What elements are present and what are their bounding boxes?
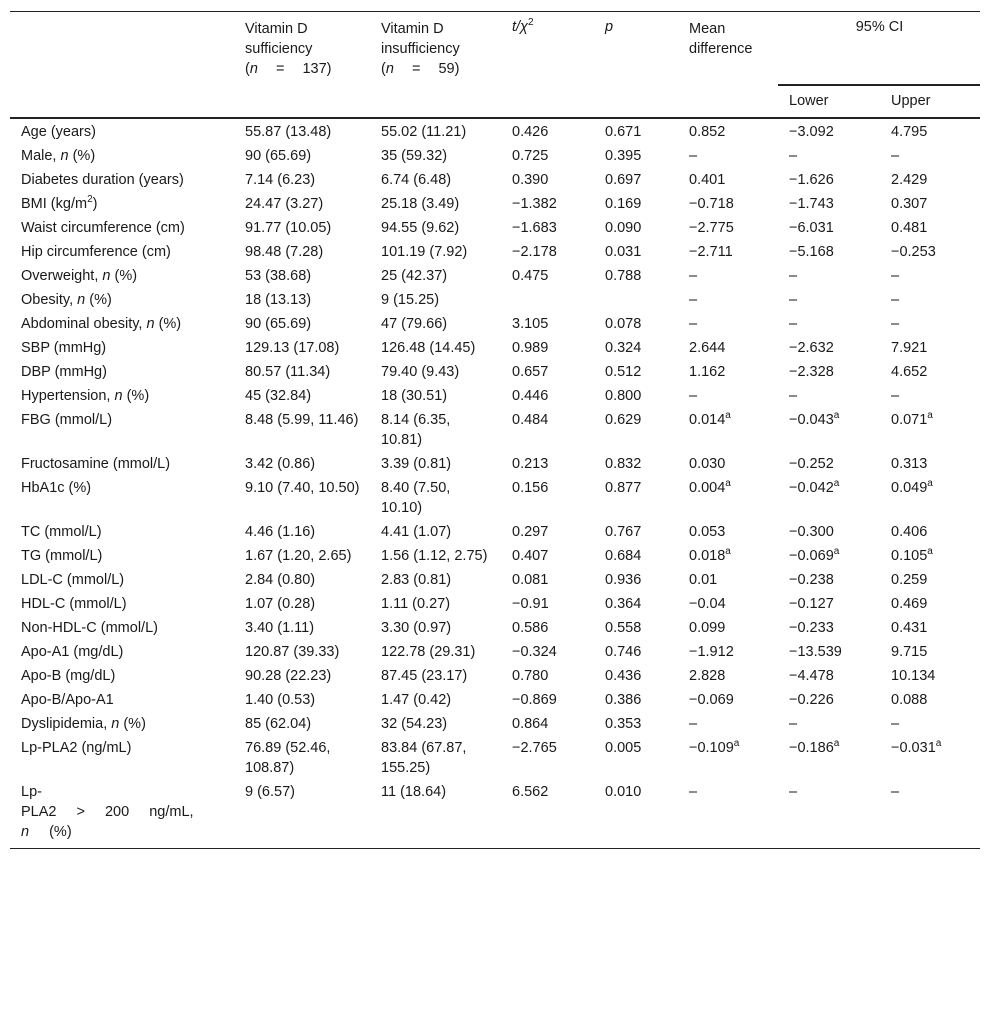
cell-p-value: 0.364 [605,596,642,612]
row-label: FBG (mmol/L) [21,412,113,428]
cell-insufficiency: 25.18 (3.49) [381,196,460,212]
cell-mean-difference: 0.01 [689,572,718,588]
header-test-statistic-label: t/χ [512,19,528,35]
cell-ci-upper: – [891,388,900,404]
cell-sufficiency: 90.28 (22.23) [245,668,332,684]
cell-insufficiency: 2.83 (0.81) [381,572,452,588]
cell-insufficiency: 55.02 (11.21) [381,124,467,140]
cell-test-statistic: 0.586 [512,620,549,636]
cell-ci-upper: 0.406 [891,524,928,540]
header-ci-upper: Upper [880,85,980,118]
cell-mean-difference: 1.162 [689,364,726,380]
row-label: Hypertension, n (%) [21,388,150,404]
header-mean-line2: difference [689,41,753,57]
table-row [10,216,980,240]
cell-mean-difference: – [689,148,698,164]
cell-mean-difference: 0.004$^a$ [689,478,731,496]
cell-ci-lower: −1.743 [789,196,834,212]
cell-mean-difference: 0.053 [689,524,726,540]
cell-ci-upper: 2.429 [891,172,928,188]
cell-test-statistic: 0.657 [512,364,549,380]
cell-mean-difference: – [689,292,698,308]
cell-sufficiency: 85 (62.04) [245,716,312,732]
cell-ci-lower: −6.031 [789,220,834,236]
cell-sufficiency: 18 (13.13) [245,292,312,308]
cell-test-statistic [501,288,594,312]
cell-sufficiency: 55.87 (13.48) [245,124,332,140]
cell-ci-lower: −0.043$^a$ [789,410,840,428]
cell-ci-upper: – [891,148,900,164]
cell-insufficiency: 32 (54.23) [381,716,448,732]
cell-p-value: 0.031 [605,244,642,260]
cell-mean-difference: 0.018$^a$ [689,546,731,564]
cell-ci-upper: 0.469 [891,596,928,612]
cell-sufficiency: 2.84 (0.80) [245,572,316,588]
table-row [10,192,980,216]
row-label: BMI $(kg/m^2)$ [21,194,98,212]
cell-test-statistic: 0.213 [512,456,549,472]
cell-insufficiency: 83.84 (67.87, 155.25) [381,740,467,776]
table-row [10,168,980,192]
cell-p-value: 0.010 [594,780,678,849]
row-label: Apo-A1 (mg/dL) [21,644,124,660]
cell-test-statistic: 0.725 [512,148,549,164]
cell-mean-difference: −2.711 [689,244,733,260]
cell-mean-difference: −1.912 [689,644,734,660]
cell-p-value: 0.746 [605,644,642,660]
row-label: TC (mmol/L) [21,524,102,540]
cell-ci-upper: 0.481 [891,220,928,236]
cell-mean-difference: 0.099 [689,620,726,636]
cell-p-value: 0.697 [605,172,642,188]
cell-mean-difference: −0.069 [689,692,734,708]
cell-mean-difference: 2.644 [689,340,726,356]
cell-sufficiency: 1.40 (0.53) [245,692,316,708]
cell-mean-difference: 2.828 [689,668,726,684]
cell-test-statistic: −2.765 [512,740,557,756]
cell-ci-lower: −0.127 [789,596,834,612]
cell-p-value: 0.512 [605,364,642,380]
table-row [10,118,980,144]
cell-ci-upper: – [891,716,900,732]
cell-sufficiency: 98.48 (7.28) [245,244,324,260]
table-row [10,592,980,616]
table-row [10,288,980,312]
cell-test-statistic: −1.382 [512,196,557,212]
cell-test-statistic: 0.484 [512,412,549,428]
table-row [10,240,980,264]
cell-ci-lower: −0.186$^a$ [789,738,840,756]
cell-ci-lower: −2.328 [789,364,834,380]
cell-ci-lower: −3.092 [789,124,834,140]
cell-p-value: 0.324 [605,340,642,356]
cell-test-statistic: −1.683 [512,220,557,236]
cell-insufficiency: 122.78 (29.31) [381,644,476,660]
cell-ci-lower: – [778,780,880,849]
cell-sufficiency: 9.10 (7.40, 10.50) [245,480,360,496]
header-mean-line1: Mean [689,21,726,37]
cell-mean-difference: – [678,780,778,849]
cell-ci-lower: −0.300 [789,524,834,540]
cell-insufficiency: 1.56 (1.12, 2.75) [381,548,488,564]
table-row [10,476,980,520]
cell-p-value: 0.090 [605,220,642,236]
table-row [10,264,980,288]
cell-test-statistic: 0.297 [512,524,549,540]
cell-ci-lower: −0.238 [789,572,834,588]
row-label: Age (years) [21,124,96,140]
cell-p-value: 0.788 [605,268,642,284]
cell-mean-difference: 0.014$^a$ [689,410,731,428]
header-sufficiency-line2: sufficiency [245,41,313,57]
row-label: Apo-B (mg/dL) [21,668,116,684]
cell-test-statistic: −0.324 [512,644,557,660]
header-insufficiency-line2: insufficiency [381,41,460,57]
cell-sufficiency: 129.13 (17.08) [245,340,340,356]
cell-insufficiency: 8.40 (7.50, 10.10) [381,480,451,516]
cell-ci-lower: −0.233 [789,620,834,636]
cell-sufficiency: 9 (6.57) [234,780,370,849]
cell-test-statistic: 0.390 [512,172,549,188]
cell-sufficiency: 4.46 (1.16) [245,524,316,540]
cell-ci-upper: 4.652 [891,364,928,380]
cell-p-value: 0.671 [605,124,642,140]
cell-test-statistic: −2.178 [512,244,557,260]
header-variable [10,12,234,119]
row-label: HbA1c (%) [21,480,92,496]
row-label: Non-HDL-C (mmol/L) [21,620,158,636]
cell-p-value: 0.169 [605,196,642,212]
cell-sufficiency: 7.14 (6.23) [245,172,316,188]
cell-ci-lower: −0.042$^a$ [789,478,840,496]
cell-ci-upper: 0.071$^a$ [891,410,933,428]
header-sufficiency-n: (n = 137) [245,61,332,77]
cell-ci-upper: −0.031$^a$ [891,738,942,756]
cell-ci-upper: – [891,268,900,284]
table-row [10,312,980,336]
cell-mean-difference: – [689,716,698,732]
cell-ci-lower: – [789,388,798,404]
header-p-label: p [605,19,614,35]
cell-p-value: 0.629 [605,412,642,428]
row-label: Fructosamine (mmol/L) [21,456,171,472]
cell-ci-upper: 10.134 [891,668,936,684]
cell-test-statistic: 6.562 [501,780,594,849]
data-table [10,11,980,849]
cell-test-statistic: 0.426 [512,124,549,140]
cell-mean-difference: −0.04 [689,596,726,612]
cell-ci-lower: – [789,268,798,284]
cell-ci-upper: – [891,316,900,332]
header-test-statistic-sup: 2 [527,17,534,29]
header-p-value [594,12,678,119]
cell-mean-difference: −2.775 [689,220,734,236]
cell-mean-difference: 0.401 [689,172,726,188]
cell-sufficiency: 76.89 (52.46, 108.87) [245,740,331,776]
table-row [10,780,980,849]
cell-ci-lower: −0.226 [789,692,834,708]
cell-test-statistic: 0.446 [512,388,549,404]
cell-p-value: 0.558 [605,620,642,636]
cell-insufficiency: 3.39 (0.81) [381,456,452,472]
cell-insufficiency: 25 (42.37) [381,268,448,284]
header-mean-difference [678,12,778,119]
cell-sufficiency: 90 (65.69) [245,316,312,332]
cell-p-value [594,288,678,312]
row-label: Apo-B/Apo-A1 [21,692,114,708]
cell-mean-difference: 0.852 [689,124,726,140]
cell-insufficiency: 79.40 (9.43) [381,364,460,380]
cell-ci-lower: – [789,716,798,732]
table-row [10,736,980,780]
row-label: Diabetes duration (years) [21,172,184,188]
row-label: Lp- PLA2 > 200 ng/mL, n (%) [10,780,234,849]
cell-ci-lower: −5.168 [789,244,834,260]
cell-insufficiency: 3.30 (0.97) [381,620,452,636]
cell-p-value: 0.936 [605,572,642,588]
row-label: TG (mmol/L) [21,548,103,564]
row-label: Obesity, n (%) [21,292,112,308]
table-row [10,640,980,664]
table-row [10,664,980,688]
cell-sufficiency: 1.67 (1.20, 2.65) [245,548,352,564]
cell-ci-upper: 0.049$^a$ [891,478,933,496]
row-label: DBP (mmHg) [21,364,107,380]
cell-insufficiency: 8.14 (6.35, 10.81) [381,412,451,448]
cell-p-value: 0.436 [605,668,642,684]
table-row [10,360,980,384]
cell-p-value: 0.395 [605,148,642,164]
header-insufficiency-n: (n = 59) [381,61,460,77]
cell-insufficiency: 87.45 (23.17) [381,668,468,684]
cell-ci-upper: 0.259 [891,572,928,588]
cell-test-statistic: −0.91 [512,596,549,612]
cell-p-value: 0.684 [605,548,642,564]
cell-insufficiency: 35 (59.32) [381,148,448,164]
table-row [10,336,980,360]
table-row [10,688,980,712]
cell-sufficiency: 3.40 (1.11) [245,620,315,636]
cell-ci-lower: −13.539 [789,644,842,660]
row-label: Male, n (%) [21,148,96,164]
cell-ci-lower: −2.632 [789,340,834,356]
table-row [10,452,980,476]
cell-ci-lower: −1.626 [789,172,834,188]
cell-p-value: 0.353 [605,716,642,732]
cell-ci-lower: −4.478 [789,668,834,684]
cell-p-value: 0.005 [605,740,642,756]
row-label: Overweight, n (%) [21,268,138,284]
header-test-statistic [501,12,594,119]
cell-ci-upper: 4.795 [891,124,928,140]
cell-insufficiency: 11 (18.64) [370,780,501,849]
table-row [10,568,980,592]
table-row [10,408,980,452]
table-row [10,616,980,640]
cell-p-value: 0.800 [605,388,642,404]
cell-p-value: 0.767 [605,524,642,540]
row-label: LDL-C (mmol/L) [21,572,125,588]
cell-sufficiency: 80.57 (11.34) [245,364,331,380]
row-label: Hip circumference (cm) [21,244,171,260]
table-header [10,12,980,119]
table-row [10,544,980,568]
cell-insufficiency: 1.47 (0.42) [381,692,452,708]
header-insufficiency-line1: Vitamin D [381,21,444,37]
cell-insufficiency: 126.48 (14.45) [381,340,476,356]
cell-sufficiency: 24.47 (3.27) [245,196,324,212]
row-label: Lp-PLA2 (ng/mL) [21,740,132,756]
row-label: Dyslipidemia, n (%) [21,716,146,732]
cell-ci-lower: −0.252 [789,456,834,472]
row-label: SBP (mmHg) [21,340,107,356]
table-row [10,520,980,544]
cell-ci-upper: 9.715 [891,644,928,660]
cell-test-statistic: 0.475 [512,268,549,284]
cell-mean-difference: – [689,268,698,284]
header-sufficiency-line1: Vitamin D [245,21,308,37]
cell-test-statistic: −0.869 [512,692,557,708]
cell-insufficiency: 94.55 (9.62) [381,220,460,236]
cell-ci-upper: 7.921 [891,340,928,356]
header-ci-lower: Lower [778,85,880,118]
header-sufficiency [234,12,370,119]
cell-insufficiency: 101.19 (7.92) [381,244,468,260]
header-insufficiency [370,12,501,119]
cell-test-statistic: 0.156 [512,480,549,496]
cell-test-statistic: 0.780 [512,668,549,684]
cell-mean-difference: 0.030 [689,456,726,472]
cell-insufficiency: 6.74 (6.48) [381,172,452,188]
cell-ci-upper: 0.431 [891,620,928,636]
cell-sufficiency: 45 (32.84) [245,388,312,404]
cell-insufficiency: 1.11 (0.27) [381,596,451,612]
cell-sufficiency: 3.42 (0.86) [245,456,316,472]
cell-insufficiency: 4.41 (1.07) [381,524,452,540]
cell-ci-upper: −0.253 [891,244,936,260]
cell-sufficiency: 90 (65.69) [245,148,312,164]
cell-mean-difference: −0.718 [689,196,734,212]
cell-ci-lower: – [789,292,798,308]
cell-sufficiency: 1.07 (0.28) [245,596,316,612]
cell-ci-upper: 0.088 [891,692,928,708]
cell-ci-lower: – [789,148,798,164]
table-body [10,118,980,849]
cell-p-value: 0.877 [605,480,642,496]
row-label: Abdominal obesity, n (%) [21,316,182,332]
cell-test-statistic: 0.081 [512,572,549,588]
table-row [10,144,980,168]
cell-insufficiency: 9 (15.25) [381,292,440,308]
cell-p-value: 0.832 [605,456,642,472]
cell-insufficiency: 18 (30.51) [381,388,448,404]
table-container [10,11,980,849]
cell-ci-upper: – [880,780,980,849]
cell-p-value: 0.078 [605,316,642,332]
cell-ci-upper: – [891,292,900,308]
cell-insufficiency: 47 (79.66) [381,316,448,332]
cell-test-statistic: 0.989 [512,340,549,356]
cell-sufficiency: 53 (38.68) [245,268,312,284]
cell-ci-lower: – [789,316,798,332]
cell-test-statistic: 0.407 [512,548,549,564]
cell-test-statistic: 0.864 [512,716,549,732]
row-label: HDL-C (mmol/L) [21,596,127,612]
row-label: Waist circumference (cm) [21,220,185,236]
cell-p-value: 0.386 [605,692,642,708]
cell-ci-lower: −0.069$^a$ [789,546,840,564]
cell-sufficiency: 120.87 (39.33) [245,644,340,660]
cell-sufficiency: 91.77 (10.05) [245,220,332,236]
cell-test-statistic: 3.105 [512,316,549,332]
cell-sufficiency: 8.48 (5.99, 11.46) [245,412,359,428]
table-row [10,712,980,736]
cell-ci-upper: 0.307 [891,196,928,212]
header-ci: 95% CI [778,12,980,86]
cell-ci-upper: 0.313 [891,456,928,472]
cell-mean-difference: – [689,388,698,404]
table-row [10,384,980,408]
cell-mean-difference: −0.109$^a$ [689,738,740,756]
cell-mean-difference: – [689,316,698,332]
cell-ci-upper: 0.105$^a$ [891,546,933,564]
